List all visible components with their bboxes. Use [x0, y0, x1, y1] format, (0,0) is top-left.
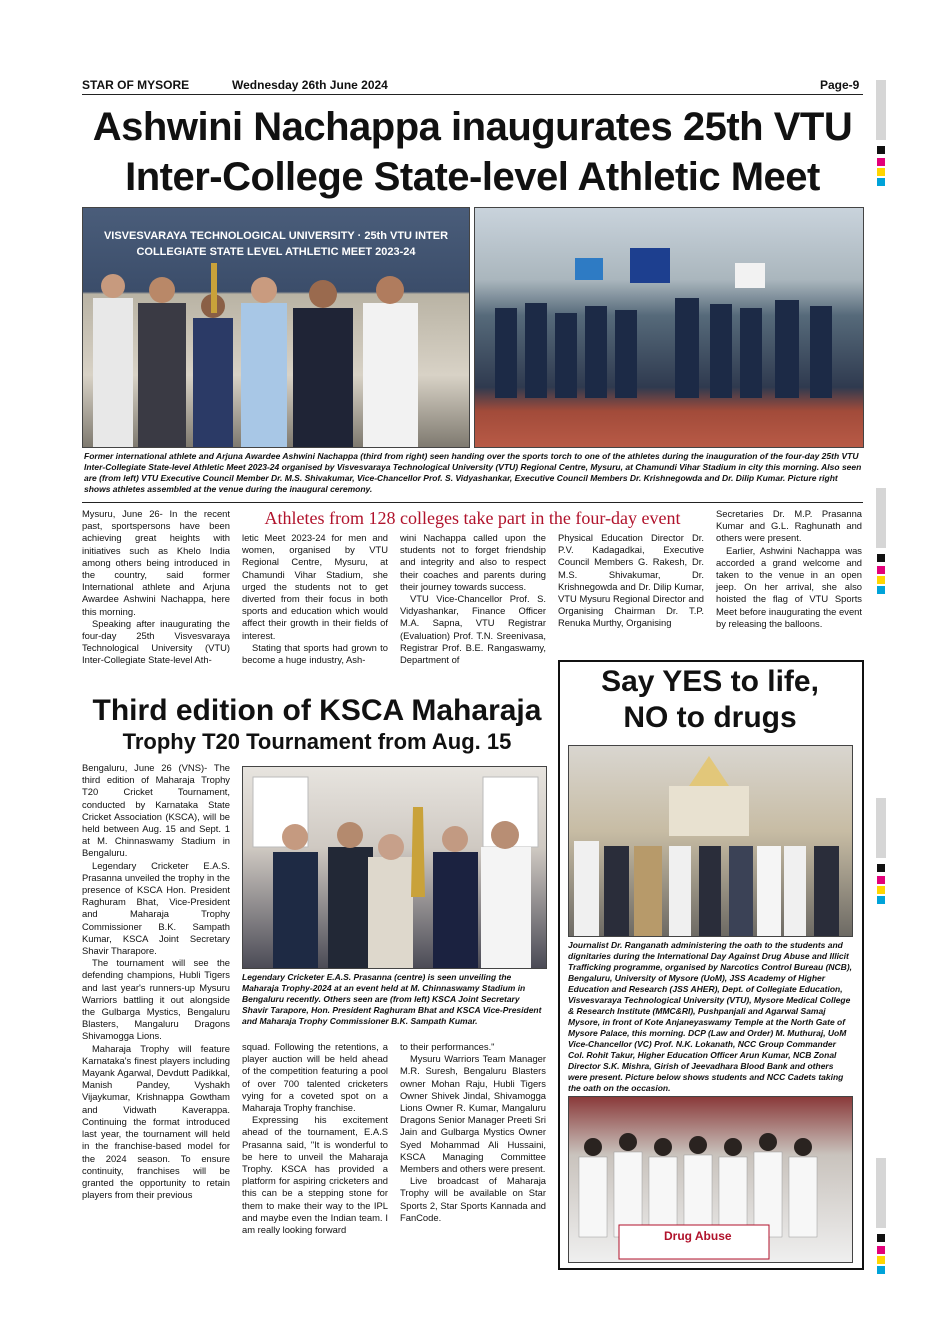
- lead-col4-p1: Physical Education Director Dr. P.V. Kadagadkai, Executive Council Members G. Rakesh, Dr. M.S. Shivakumar, Dr. Krishnegowda and Dr. Dilip Kumar, VTU Mysuru Regional Director and Organising Chairman Dr. T.P. Renuka Murthy, Organising: [558, 532, 704, 629]
- masthead-date: Wednesday 26th June 2024: [232, 78, 388, 92]
- oath-ceremony-figures: [569, 746, 852, 936]
- lead-col2-p1: letic Meet 2023-24 for men and women, organised by VTU Regional Centre, Mysuru, at Chamundi Vihar Stadium, she urged the students not to get diverted from their focus in both sports and education which would affect their growth in their fields of interest.: [242, 532, 388, 641]
- ksca-col3-p3: Live broadcast of Maharaja Trophy will be available on Star Sports 2, Star Sports Kannada and FanCode.: [400, 1175, 546, 1223]
- lead-col5-p1: Secretaries Dr. M.P. Prasanna Kumar and G.L. Raghunath and others were present.: [716, 508, 862, 544]
- lead-photo-banner: VISVESVARAYA TECHNOLOGICAL UNIVERSITY · 25th VTU INTER COLLEGIATE STATE LEVEL ATHLETIC MEET 2023-24: [103, 230, 449, 258]
- registration-mark-magenta-4: [877, 1246, 885, 1254]
- ksca-col1-p3: The tournament will see the defending champions, Hubli Tigers and last year's runners-up Mysuru Warriors battling it out alongside the Gulbarga Mystics, Bengaluru Blasters, Mangaluru Dragons Shivamogga Lions.: [82, 957, 230, 1042]
- lead-photo-left: [82, 207, 470, 448]
- drugs-photo-top: [568, 745, 853, 937]
- drugs-headline: [560, 664, 860, 736]
- registration-mark-black-3: [877, 864, 885, 872]
- registration-mark-yellow: [877, 168, 885, 176]
- lead-headline-line1: Ashwini Nachappa inaugurates 25th VTU: [92, 105, 853, 149]
- registration-mark-black-4: [877, 1234, 885, 1242]
- registration-mark-cyan-4: [877, 1266, 885, 1274]
- drugs-headline-line2: NO to drugs: [623, 701, 797, 734]
- ksca-headline: [82, 694, 552, 756]
- athletes-assembled-scene: [475, 208, 863, 447]
- lead-col-3: [400, 532, 546, 666]
- lead-col1-p1: Mysuru, June 26- In the recent past, sportspersons have been achieving great heights with initiatives such as Khelo India among others being introduced in the country, said former International athlete and Arjuna Awardee Ashwini Nachappa, here this morning.: [82, 508, 230, 617]
- masthead-rule: [82, 94, 863, 95]
- lead-headline: [82, 104, 863, 200]
- lead-col-4: [558, 532, 704, 630]
- registration-mark-magenta-2: [877, 566, 885, 574]
- torch-handover-figures: [83, 208, 469, 447]
- ksca-col-1: [82, 762, 230, 1201]
- lead-col-1: [82, 508, 230, 667]
- lead-photo-right: [474, 207, 864, 448]
- lead-col3-p2: VTU Vice-Chancellor Prof. S. Vidyashankar, Finance Officer M.A. Sapna, VTU Registrar (Evaluation) Prof. T.N. Sreenivasa, Registrar Prof. B.E. Rangaswamy, Department of: [400, 593, 546, 666]
- masthead-page: Page-9: [820, 78, 860, 92]
- registration-mark-yellow-2: [877, 576, 885, 584]
- ksca-photo: [242, 766, 547, 969]
- ksca-col1-p1: Bengaluru, June 26 (VNS)- The third edition of Maharaja Trophy T20 Cricket Tournament, conducted by Karnataka State Cricket Association (KSCA), will be held between Aug. 15 and Sept. 1 at M. Chinnaswamy Stadium in Bengaluru.: [82, 762, 230, 859]
- ksca-col1-p4: Maharaja Trophy will feature Karnataka's finest players including Mayank Agarwal, Devdutt Padikkal, Manish Pandey, Vyshakh Vijaykumar, Krishnappa Gowtham and Vidwath Kaverappa. Continuing the format introduced last year, the tournament will held in the franchise-based model for the 2024 season. To ensure continuity, franchises will be granted the opportunity to retain players from their previous: [82, 1042, 230, 1201]
- lead-col-5: [716, 508, 862, 630]
- ksca-caption: Legendary Cricketer E.A.S. Prasanna (centre) is seen unveiling the Maharaja Trophy-2024 at an event held at M. Chinnaswamy Stadium in Bengaluru recently. Others seen are (from left) KSCA Joint Secretary Shavir Tarapore, Hon. President Raghuram Bhat and KSCA Vice-President and Maharaja Trophy Commissioner B.K. Sampath Kumar.: [242, 972, 542, 1026]
- registration-mark-yellow-4: [877, 1256, 885, 1264]
- ksca-headline-line1: Third edition of KSCA Maharaja: [92, 694, 542, 727]
- print-margin-bar: [876, 80, 886, 140]
- registration-mark-cyan-3: [877, 896, 885, 904]
- lead-col3-p1: wini Nachappa called upon the students not to forget friendship and integrity and also to respect their coaches and parents during their journey towards success.: [400, 532, 546, 592]
- ksca-col2-p1: squad. Following the retentions, a player auction will be held ahead of the competition featuring a pool of over 700 talented cricketers vying for a coveted spot on a Maharaja Trophy franchise.: [242, 1041, 388, 1114]
- masthead-paper: STAR OF MYSORE: [82, 78, 190, 92]
- print-margin-bar-3: [876, 798, 886, 858]
- drugs-banner-text: Drug Abuse: [664, 1229, 732, 1243]
- registration-mark-black: [877, 146, 885, 154]
- ksca-col1-p2: Legendary Cricketer E.A.S. Prasanna unveiled the trophy in the presence of KSCA Hon. President Raghuram Bhat, Vice-President and Maharaja Trophy Commissioner B.K. Sampath Kumar, KSCA Joint Secretary Shavir Tharapore.: [82, 859, 230, 957]
- drugs-headline-line1: Say YES to life,: [601, 665, 819, 698]
- print-margin-bar-4: [876, 1158, 886, 1228]
- lead-caption-rule: [82, 502, 863, 503]
- trophy-unveiling-figures: [243, 767, 546, 968]
- ksca-headline-line2: Trophy T20 Tournament from Aug. 15: [122, 729, 512, 754]
- drugs-caption: Journalist Dr. Ranganath administering the oath to the students and dignitaries during the International Day Against Drug Abuse and Illicit Trafficking programme, organised by Narcotics Control Bureau (NCB), Bengaluru, University of Mysore (UoM), JSS Academy of Higher Education and Research (JSS AHER), Dept. of Collegiate Education, Visvesvaraya Technological University (VTU), Mysore Medical College & Research Institute (MMC&RI), Pushpanjali and Agarwal Samaj Mysore, in front of Kote Anjaneyaswamy Temple at the North Gate of Mysore Palace, this morning. DCP (Law and Order) M. Muthuraj, UoM Vice-Chancellor (VC) Prof. N.K. Lokanath, NCC Group Commander Col. Rohit Takur, Higher Education Officer Arun Kumar, NCB Zonal Director S.K. Mishra, Girish of Jeevadhara Blood Bank and others were present. Picture below shows students and NCC Cadets taking the oath on the occasion.: [568, 940, 853, 1093]
- lead-col-2: [242, 532, 388, 666]
- ksca-col-3: [400, 1041, 546, 1224]
- ksca-col3-p2: Mysuru Warriors Team Manager M.R. Suresh, Bengaluru Blasters owner Mohan Raju, Hubli Tigers Owner Shivek Jindal, Shivamogga Lions Owner R. Kumar, Mangaluru Dragons Senior Manager Preeti Sri Jain and Gulbarga Mystics Owner Syed Mohammad Ali Hussaini, KSCA Managing Committee Members and others were present.: [400, 1053, 546, 1175]
- lead-headline-line2: Inter-College State-level Athletic Meet: [125, 155, 820, 199]
- ksca-col3-p1: to their performances.": [400, 1041, 495, 1052]
- registration-mark-magenta-3: [877, 876, 885, 884]
- lead-kicker: Athletes from 128 colleges take part in the four-day event: [264, 508, 681, 528]
- registration-mark-black-2: [877, 554, 885, 562]
- ksca-col2-p2: Expressing his excitement ahead of the tournament, E.A.S Prasanna said, "It is wonderful to be here to unveil the Maharaja Trophy. KSCA has provided a platform for aspiring cricketers and this can be a stepping stone for them to make their way to the IPL and maybe even the Indian team. I am really looking forward: [242, 1114, 388, 1236]
- lead-col2-p2: Stating that sports had grown to become a huge industry, Ash-: [242, 641, 388, 666]
- registration-mark-cyan: [877, 178, 885, 186]
- ksca-col-2: [242, 1041, 388, 1236]
- lead-col5-p2: Earlier, Ashwini Nachappa was accorded a grand welcome and taken to the venue in an open jeep. On her arrival, she also hoisted the flag of VTU Sports Meet before inaugurating the event by releasing the balloons.: [716, 544, 862, 629]
- drugs-photo-bottom: [568, 1096, 853, 1263]
- lead-caption: Former international athlete and Arjuna Awardee Ashwini Nachappa (third from right) seen handing over the sports torch to one of the athletes during the inauguration of the four-day 25th VTU Inter-Collegiate State-level Athletic Meet 2023-24 organised by Visvesvaraya Technological University (VTU) Regional Centre, Mysuru, at Chamundi Vihar Stadium in city this morning. Also seen are (from left) VTU Executive Council Member Dr. M.S. Shivakumar, Vice-Chancellor Prof. S. Vidyashankar, Executive Council Members Dr. Krishnegowda and Dr. Dilip Kumar. Picture right shows athletes assembled at the venue during the inaugural ceremony.: [84, 451, 862, 494]
- print-margin-bar-2: [876, 488, 886, 548]
- registration-mark-cyan-2: [877, 586, 885, 594]
- registration-mark-yellow-3: [877, 886, 885, 894]
- lead-col1-p2: Speaking after inaugurating the four-day 25th Visvesvaraya Technological University (VTU) Inter-Collegiate State-level Ath-: [82, 617, 230, 666]
- registration-mark-magenta: [877, 158, 885, 166]
